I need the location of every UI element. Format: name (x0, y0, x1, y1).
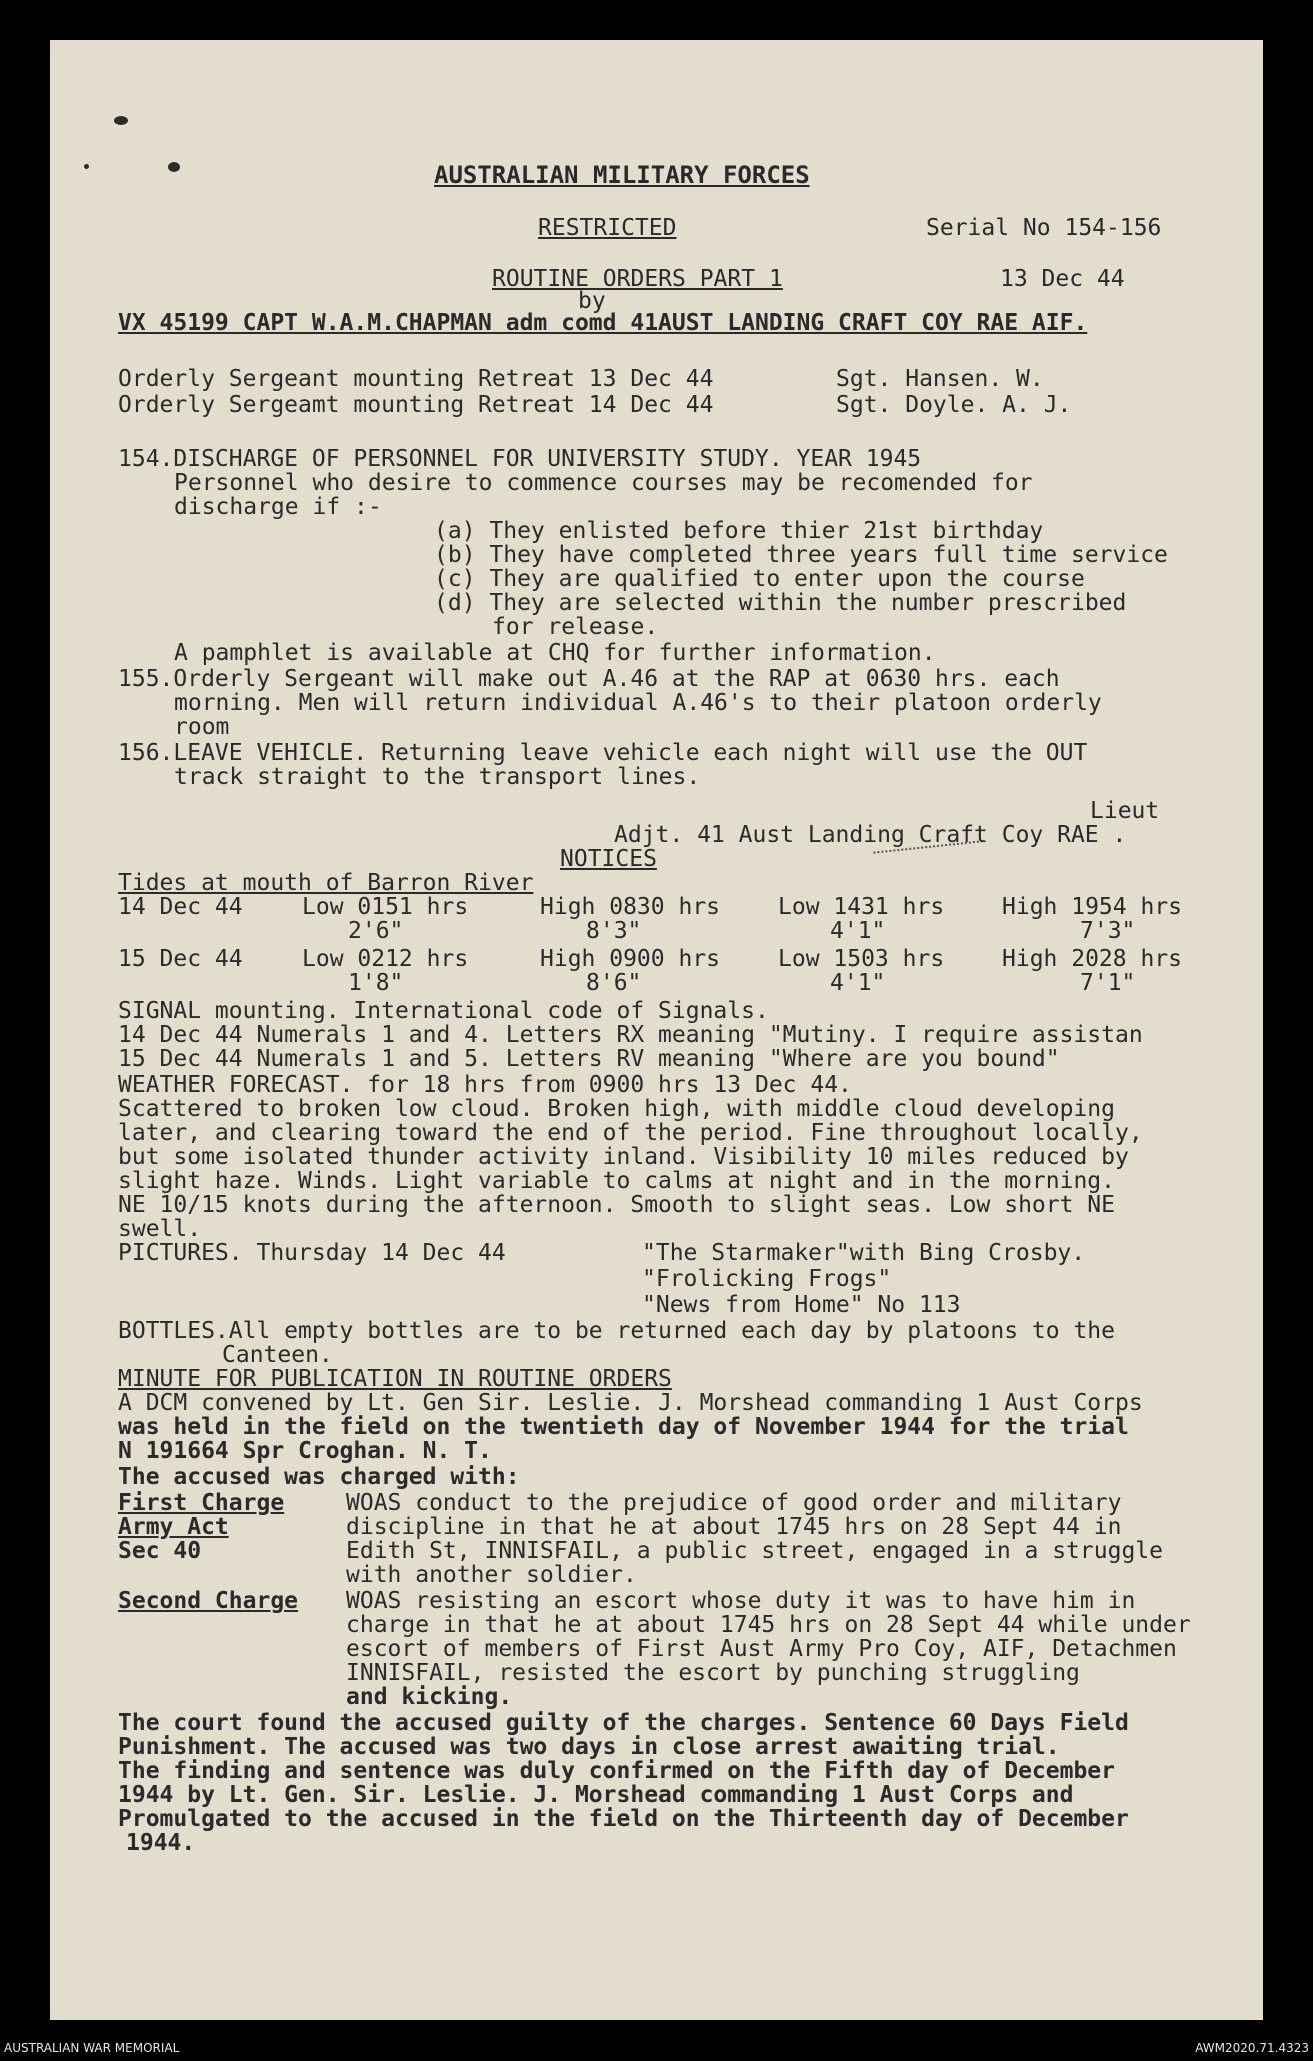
item-154-text: Personnel who desire to commence courses may be recomended for (174, 470, 1033, 496)
charge-text: Edith St, INNISFAIL, a public street, engaged in a struggle (346, 1538, 1163, 1564)
item-155-text: 155.Orderly Sergeant will make out A.46 at the RAP at 0630 hrs. each (118, 666, 1060, 692)
item-154-condition: (a) They enlisted before thier 21st birthday (434, 518, 1044, 544)
orders-date: 13 Dec 44 (1000, 266, 1125, 292)
minute-heading: MINUTE FOR PUBLICATION IN ROUTINE ORDERS (118, 1366, 672, 1392)
tide-cell: High 0830 hrs (540, 894, 721, 920)
tide-height: 7'1" (1080, 970, 1136, 996)
charge-text: INNISFAIL, resisted the escort by punching struggling (346, 1660, 1080, 1686)
weather-line: NE 10/15 knots during the afternoon. Smooth to slight seas. Low short NE (118, 1192, 1115, 1218)
pictures-heading: PICTURES. Thursday 14 Dec 44 (118, 1240, 506, 1266)
orders-heading: ROUTINE ORDERS PART 1 (492, 266, 783, 292)
finding-line: The court found the accused guilty of the charges. Sentence 60 Days Field (118, 1710, 1129, 1736)
tide-height: 8'6" (586, 970, 642, 996)
minute-line: was held in the field on the twentieth day of November 1944 for the trial (118, 1414, 1129, 1440)
film-title: "News from Home" No 113 (642, 1292, 961, 1318)
charge-text: escort of members of First Aust Army Pro Coy, AIF, Detachmen (346, 1636, 1177, 1662)
item-154-text: discharge if :- (174, 494, 382, 520)
charge-text: and kicking. (346, 1684, 513, 1710)
minute-line: N 191664 Spr Croghan. N. T. (118, 1438, 492, 1464)
minute-line: The accused was charged with: (118, 1464, 520, 1490)
notices-heading: NOTICES (560, 846, 657, 872)
tide-height: 2'6" (348, 918, 404, 944)
tide-cell: High 0900 hrs (540, 946, 721, 972)
weather-heading: WEATHER FORECAST. for 18 hrs from 0900 hrs 13 Dec 44. (118, 1072, 852, 1098)
by-label: by (578, 288, 606, 314)
finding-line: 1944 by Lt. Gen. Sir. Leslie. J. Morshead commanding 1 Aust Corps and (118, 1782, 1074, 1808)
tides-heading: Tides at mouth of Barron River (118, 870, 534, 896)
item-155-text: morning. Men will return individual A.46's to their platoon orderly (174, 690, 1102, 716)
film-title: "The Starmaker"with Bing Crosby. (642, 1240, 1086, 1266)
item-154-title: 154.DISCHARGE OF PERSONNEL FOR UNIVERSITY STUDY. YEAR 1945 (118, 446, 922, 472)
weather-line: later, and clearing toward the end of the period. Fine throughout locally, (118, 1120, 1143, 1146)
weather-line: Scattered to broken low cloud. Broken high, with middle cloud developing (118, 1096, 1115, 1122)
finding-line: Promulgated to the accused in the field on the Thirteenth day of December (118, 1806, 1129, 1832)
charge-text: charge in that he at about 1745 hrs on 28 Sept 44 while under (346, 1612, 1191, 1638)
ink-spot (84, 164, 89, 169)
item-154-text: A pamphlet is available at CHQ for further information. (174, 640, 936, 666)
orderly-line: Orderly Sergeant mounting Retreat 13 Dec 44 (118, 366, 714, 392)
ink-spot (114, 116, 128, 125)
army-act-label: Army Act (118, 1514, 229, 1540)
tide-cell: Low 0151 hrs (302, 894, 469, 920)
finding-line: 1944. (126, 1830, 196, 1856)
minute-line: A DCM convened by Lt. Gen Sir. Leslie. J. Morshead commanding 1 Aust Corps (118, 1390, 1143, 1416)
charge-text: with another soldier. (346, 1562, 637, 1588)
item-156-text: track straight to the transport lines. (174, 764, 701, 790)
ink-spot (168, 162, 180, 172)
tide-cell: Low 1431 hrs (778, 894, 945, 920)
item-154-condition: for release. (492, 614, 659, 640)
signal-heading: SIGNAL mounting. International code of Signals. (118, 998, 769, 1024)
finding-line: The finding and sentence was duly confirmed on the Fifth day of December (118, 1758, 1115, 1784)
tide-cell: Low 0212 hrs (302, 946, 469, 972)
signal-line: 15 Dec 44 Numerals 1 and 5. Letters RV meaning "Where are you bound" (118, 1046, 1060, 1072)
item-155-text: room (174, 714, 230, 740)
first-charge-label: First Charge (118, 1490, 285, 1516)
signature-unit: Adjt. 41 Aust Landing Craft Coy RAE . (614, 822, 1127, 848)
tide-cell: High 1954 hrs (1002, 894, 1183, 920)
tide-height: 7'3" (1080, 918, 1136, 944)
charge-text: WOAS conduct to the prejudice of good order and military (346, 1490, 1122, 1516)
tide-cell: High 2028 hrs (1002, 946, 1183, 972)
item-156-text: 156.LEAVE VEHICLE. Returning leave vehicle each night will use the OUT (118, 740, 1088, 766)
document-page (50, 40, 1263, 2020)
charge-text: WOAS resisting an escort whose duty it was to have him in (346, 1588, 1136, 1614)
section-label: Sec 40 (118, 1538, 202, 1564)
signature-rank: Lieut (1090, 798, 1160, 824)
doc-title: AUSTRALIAN MILITARY FORCES (434, 161, 810, 189)
footer-accession: AWM2020.71.4323 (1195, 2041, 1309, 2055)
classification-label: RESTRICTED (538, 215, 677, 241)
weather-line: slight haze. Winds. Light variable to calms at night and in the morning. (118, 1168, 1115, 1194)
weather-line: but some isolated thunder activity inland. Visibility 10 miles reduced by (118, 1144, 1129, 1170)
orderly-line: Orderly Sergeamt mounting Retreat 14 Dec 44 (118, 392, 714, 418)
commander-line: VX 45199 CAPT W.A.M.CHAPMAN adm comd 41AUST LANDING CRAFT COY RAE AIF. (118, 310, 1088, 336)
charge-text: discipline in that he at about 1745 hrs on 28 Sept 44 in (346, 1514, 1122, 1540)
orderly-name: Sgt. Hansen. W. (836, 366, 1044, 392)
item-154-condition: (c) They are qualified to enter upon the course (434, 566, 1085, 592)
tide-height: 8'3" (586, 918, 642, 944)
item-154-condition: (b) They have completed three years full time service (434, 542, 1168, 568)
weather-line: swell. (118, 1216, 202, 1242)
bottles-line: Canteen. (222, 1342, 333, 1368)
item-154-condition: (d) They are selected within the number prescribed (434, 590, 1127, 616)
signal-line: 14 Dec 44 Numerals 1 and 4. Letters RX meaning "Mutiny. I require assistan (118, 1022, 1143, 1048)
finding-line: Punishment. The accused was two days in close arrest awaiting trial. (118, 1734, 1060, 1760)
tide-cell: Low 1503 hrs (778, 946, 945, 972)
orderly-name: Sgt. Doyle. A. J. (836, 392, 1072, 418)
tide-date: 15 Dec 44 (118, 946, 243, 972)
tide-date: 14 Dec 44 (118, 894, 243, 920)
bottles-line: BOTTLES.All empty bottles are to be returned each day by platoons to the (118, 1318, 1115, 1344)
tide-height: 4'1" (830, 970, 886, 996)
film-title: "Frolicking Frogs" (642, 1266, 892, 1292)
tide-height: 1'8" (348, 970, 404, 996)
tide-height: 4'1" (830, 918, 886, 944)
footer-credit: AUSTRALIAN WAR MEMORIAL (4, 2041, 180, 2055)
second-charge-label: Second Charge (118, 1588, 299, 1614)
serial-number: Serial No 154-156 (926, 215, 1162, 241)
